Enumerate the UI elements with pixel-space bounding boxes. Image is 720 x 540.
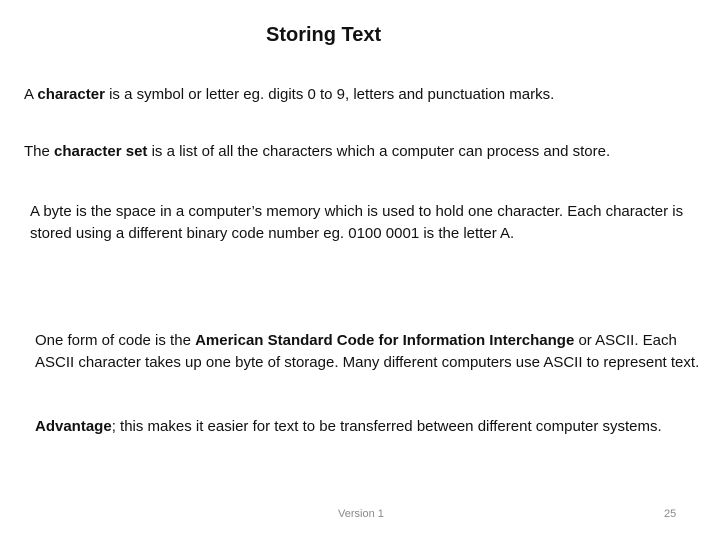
slide-title: Storing Text: [266, 24, 382, 46]
p5-term: Advantage: [35, 418, 112, 435]
paragraph-advantage: [35, 416, 705, 438]
p4-text-c: or ASCII. Each ASCII character takes up one byte of storage. Many different computers use ASCII to represent text.: [35, 332, 700, 371]
p2-term: character set: [54, 143, 148, 160]
paragraph-ascii: [35, 330, 705, 374]
p2-text-c: is a list of all the characters which a computer can process and store.: [147, 143, 611, 160]
p1-text-a: A: [24, 86, 38, 103]
paragraph-character-set: [24, 141, 610, 163]
paragraph-character-definition: [24, 84, 554, 106]
p5-text-b: ; this makes it easier for text to be transferred between different computer systems.: [111, 418, 662, 435]
footer-version: Version 1: [338, 508, 384, 520]
p4-text-a: One form of code is the: [35, 332, 196, 349]
p4-term: American Standard Code for Information Interchange: [195, 332, 575, 349]
footer-page-number: 25: [664, 508, 677, 520]
p1-text-c: is a symbol or letter eg. digits 0 to 9, letters and punctuation marks.: [104, 86, 555, 103]
p1-term: character: [37, 86, 105, 103]
paragraph-byte: A byte is the space in a computer’s memory which is used to hold one character. Each character is stored using a different binary code number eg. 0100 0001 is the letter A.: [30, 203, 684, 242]
p2-text-a: The: [24, 143, 55, 160]
